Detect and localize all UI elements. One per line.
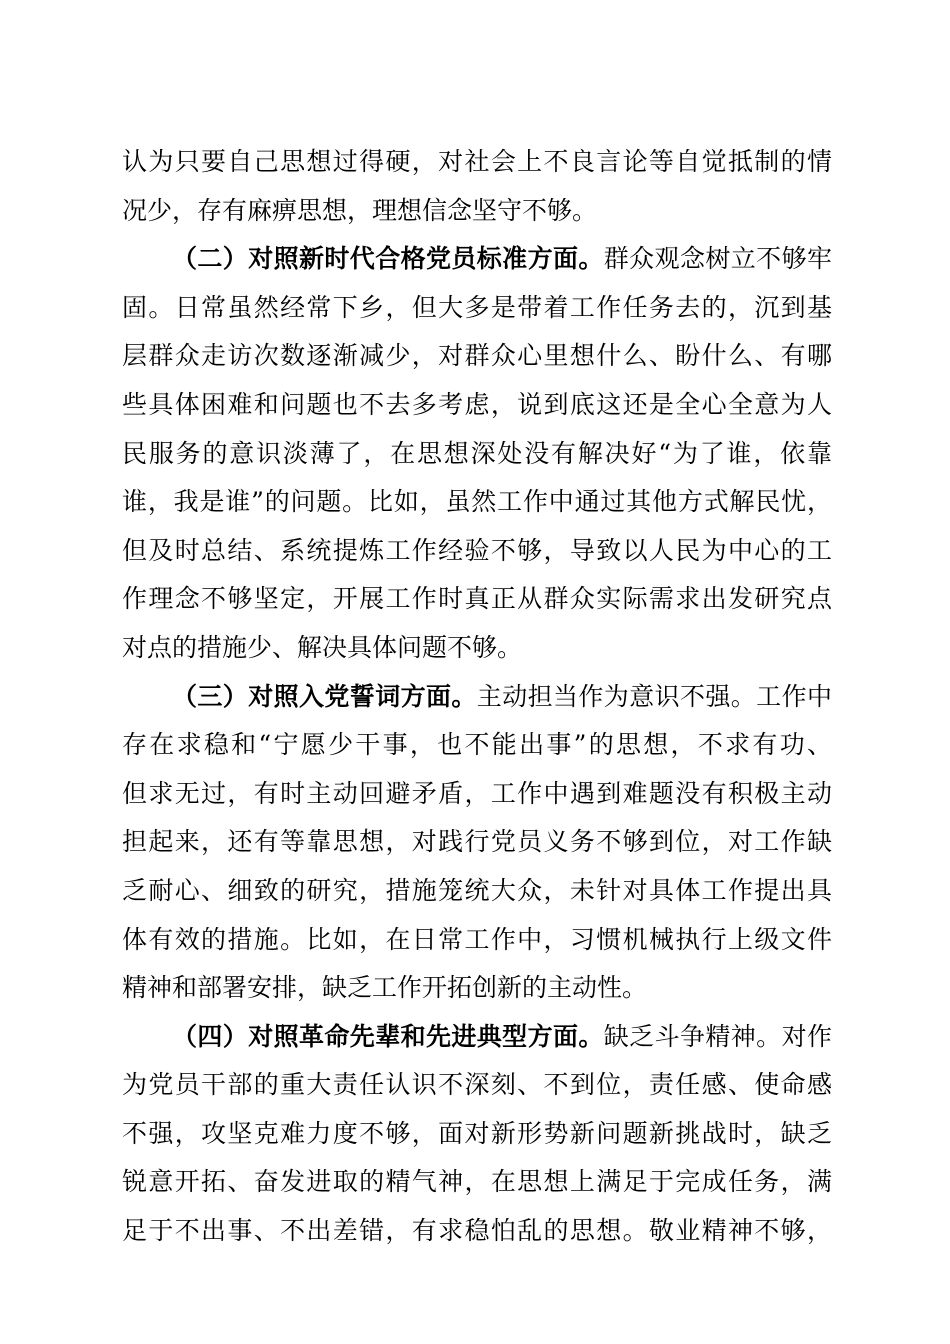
- text-line: [122, 673, 832, 722]
- text-line: 乏耐心、细致的研究，措施笼统大众，未针对具体工作提出具: [122, 875, 832, 905]
- text-line: 些具体困难和问题也不去多考虑，说到底这还是全心全意为人: [122, 389, 832, 419]
- text-line: 精神和部署安排，缺乏工作开拓创新的主动性。: [122, 973, 648, 1003]
- text-line: 作理念不够坚定，开展工作时真正从群众实际需求出发研究点: [122, 584, 832, 614]
- section-heading: （三）对照入党誓词方面。: [172, 681, 477, 711]
- text-line: 担起来，还有等靠思想，对践行党员义务不够到位，对工作缺: [122, 827, 832, 857]
- text-line: 不强，攻坚克难力度不够，面对新形势新问题新挑战时，缺乏: [122, 1118, 832, 1148]
- text-span: 群众观念树立不够牢: [603, 244, 832, 274]
- text-line: 民服务的意识淡薄了，在思想深处没有解决好“为了谁，依靠: [122, 438, 832, 468]
- text-line: [122, 235, 832, 284]
- section-heading: （四）对照革命先辈和先进典型方面。: [172, 1021, 604, 1051]
- text-line: 为党员干部的重大责任认识不深刻、不到位，责任感、使命感: [122, 1070, 832, 1100]
- section-heading: （二）对照新时代合格党员标准方面。: [172, 244, 604, 274]
- text-line: 况少，存有麻痹思想，理想信念坚守不够。: [122, 195, 598, 225]
- text-line: 固。日常虽然经常下乡，但大多是带着工作任务去的，沉到基: [122, 292, 832, 322]
- text-line: 层群众走访次数逐渐减少，对群众心里想什么、盼什么、有哪: [122, 341, 832, 371]
- text-line: [122, 1013, 832, 1062]
- document-body: [122, 138, 832, 1256]
- text-line: 认为只要自己思想过得硬，对社会上不良言论等自觉抵制的情: [122, 147, 832, 176]
- text-line: 对点的措施少、解决具体问题不够。: [122, 632, 523, 662]
- text-line: 存在求稳和“宁愿少干事，也不能出事”的思想，不求有功、: [122, 730, 832, 760]
- text-line: 但及时总结、系统提炼工作经验不够，导致以人民为中心的工: [122, 535, 832, 565]
- text-span: 主动担当作为意识不强。工作中: [476, 681, 832, 711]
- text-line: 谁，我是谁”的问题。比如，虽然工作中通过其他方式解民忧，: [122, 487, 832, 517]
- text-span: 缺乏斗争精神。对作: [603, 1021, 832, 1051]
- text-line: 但求无过，有时主动回避矛盾，工作中遇到难题没有积极主动: [122, 778, 832, 808]
- text-line: 锐意开拓、奋发进取的精气神，在思想上满足于完成任务，满: [122, 1167, 832, 1197]
- text-line: 体有效的措施。比如，在日常工作中，习惯机械执行上级文件: [122, 924, 832, 954]
- text-line: 足于不出事、不出差错，有求稳怕乱的思想。敬业精神不够，: [122, 1216, 832, 1246]
